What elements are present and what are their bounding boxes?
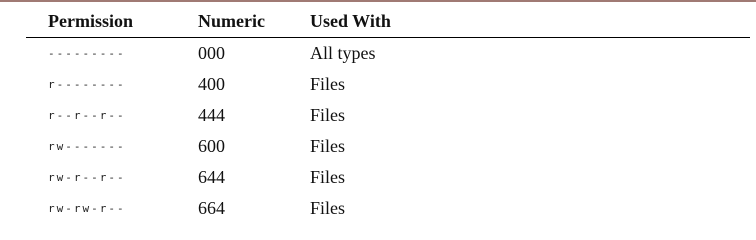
- used-with-cell: All types: [310, 43, 376, 63]
- used-with-cell: Files: [310, 74, 346, 94]
- table-header: [26, 6, 750, 38]
- header-permission: Permission: [26, 6, 198, 38]
- header-used-with: Used With: [310, 6, 750, 38]
- table-row: [26, 38, 750, 70]
- used-with-cell: Files: [310, 167, 346, 187]
- table-body: [26, 38, 750, 225]
- numeric-cell: 664: [198, 198, 225, 218]
- numeric-cell: 600: [198, 136, 225, 156]
- table-row: [26, 193, 750, 224]
- numeric-cell: 400: [198, 74, 225, 94]
- permission-cell: rw-rw-r--: [48, 202, 126, 215]
- permission-cell: r--r--r--: [48, 109, 126, 122]
- permission-cell: rw-r--r--: [48, 171, 126, 184]
- numeric-cell: 644: [198, 167, 225, 187]
- numeric-cell: 000: [198, 43, 225, 63]
- top-rule: [0, 0, 756, 2]
- table-row: [26, 162, 750, 193]
- used-with-cell: Files: [310, 105, 346, 125]
- permission-cell: rw-------: [48, 140, 126, 153]
- table-row: [26, 69, 750, 100]
- numeric-cell: 444: [198, 105, 225, 125]
- permission-cell: ---------: [48, 47, 126, 60]
- permissions-table: [26, 6, 750, 224]
- table-row: [26, 100, 750, 131]
- table-row: [26, 131, 750, 162]
- header-row: [26, 6, 750, 38]
- used-with-cell: Files: [310, 198, 346, 218]
- permission-cell: r--------: [48, 78, 126, 91]
- used-with-cell: Files: [310, 136, 346, 156]
- header-numeric: Numeric: [198, 6, 310, 38]
